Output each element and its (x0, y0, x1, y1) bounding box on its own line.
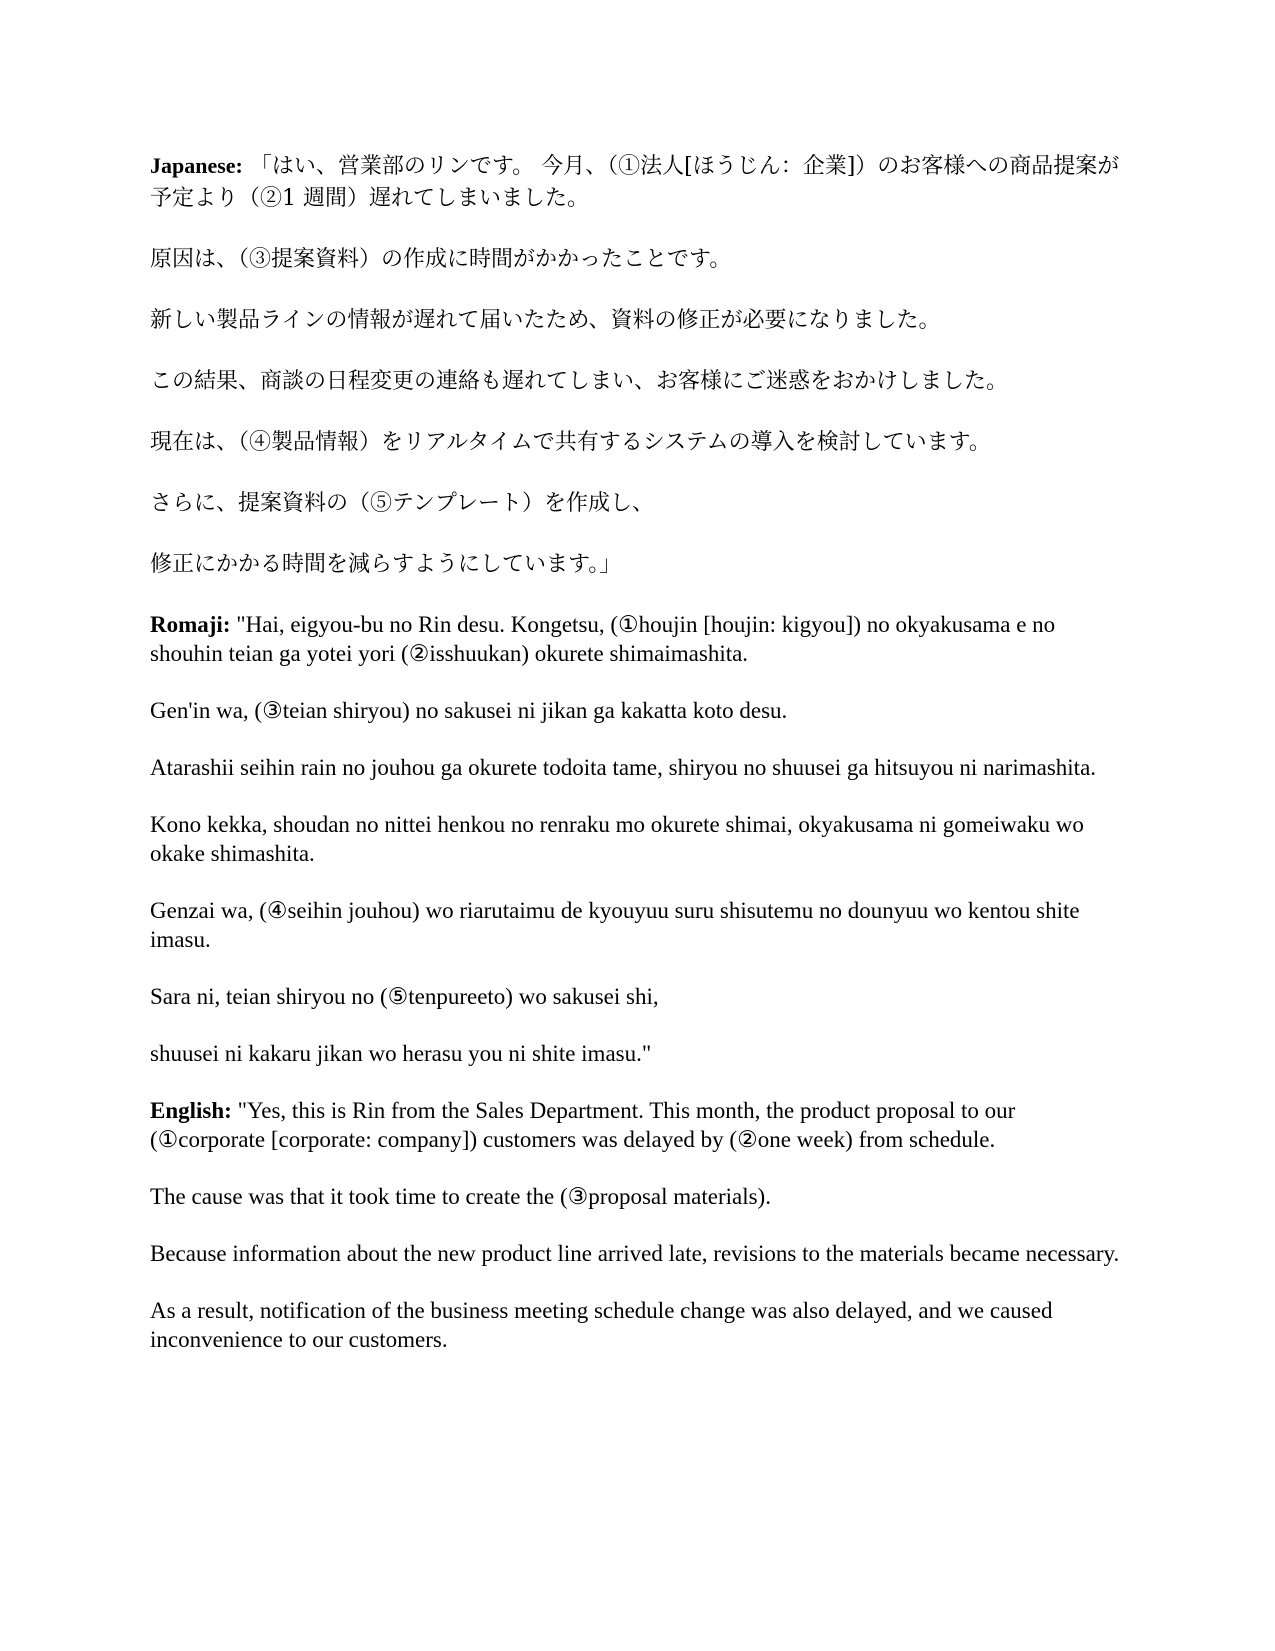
romaji-paragraph-1 (150, 610, 1120, 668)
romaji-text-1: "Hai, eigyou-bu no Rin desu. Kongetsu, (①houjin [houjin: kigyou]) no okyakusama e no shouhin teian ga yotei yori (②isshuukan) okurete shimaimashita. (150, 612, 1056, 666)
romaji-paragraph-2: Gen'in wa, (③teian shiryou) no sakusei ni jikan ga kakatta koto desu. (150, 698, 788, 723)
english-section (150, 1096, 1120, 1354)
english-text-1: "Yes, this is Rin from the Sales Department. This month, the product proposal to our (①corporate [corporate: company]) customers was delayed by (②one week) from schedule. (150, 1098, 1016, 1152)
romaji-paragraph-3: Atarashii seihin rain no jouhou ga okurete todoita tame, shiryou no shuusei ga hitsuyou ni narimashita. (150, 755, 1097, 780)
japanese-paragraph-3: 新しい製品ラインの情報が遅れて届いたため、資料の修正が必要になりました。 (150, 308, 941, 333)
english-paragraph-3: Because information about the new product line arrived late, revisions to the materials became necessary. (150, 1241, 1120, 1266)
romaji-section (150, 610, 1120, 1068)
romaji-label: Romaji: (150, 612, 231, 637)
japanese-paragraph-1 (150, 150, 1120, 215)
romaji-paragraph-6: Sara ni, teian shiryou no (⑤tenpureeto) wo sakusei shi, (150, 984, 659, 1009)
romaji-paragraph-7: shuusei ni kakaru jikan wo herasu you ni shite imasu." (150, 1041, 652, 1066)
romaji-paragraph-4: Kono kekka, shoudan no nittei henkou no renraku mo okurete shimai, okyakusama ni gomeiwaku wo okake shimashita. (150, 812, 1084, 866)
english-paragraph-2: The cause was that it took time to create the (③proposal materials). (150, 1184, 771, 1209)
japanese-paragraph-4: この結果、商談の日程変更の連絡も遅れてしまい、お客様にご迷惑をおかけしました。 (150, 369, 1009, 394)
document-page (150, 150, 1120, 1382)
english-paragraph-4: As a result, notification of the business meeting schedule change was also delayed, and we caused inconvenience to our customers. (150, 1298, 1053, 1352)
english-label: English: (150, 1098, 232, 1123)
japanese-label: Japanese: (150, 153, 243, 178)
japanese-paragraph-6: さらに、提案資料の（⑤テンプレート）を作成し、 (150, 491, 655, 516)
japanese-paragraph-5: 現在は、（④製品情報）をリアルタイムで共有するシステムの導入を検討しています。 (150, 430, 991, 455)
japanese-paragraph-7: 修正にかかる時間を減らすようにしています。」 (150, 552, 622, 577)
romaji-paragraph-5: Genzai wa, (④seihin jouhou) wo riarutaimu de kyouyuu suru shisutemu no dounyuu wo kentou shite imasu. (150, 898, 1080, 952)
japanese-section (150, 150, 1120, 581)
english-paragraph-1 (150, 1096, 1120, 1154)
japanese-text-1: 「はい、営業部のリンです。 今月、（①法人[ほうじん：企業]）のお客様への商品提案が予定より（②1 週間）遅れてしまいました。 (150, 154, 1120, 211)
japanese-paragraph-2: 原因は、（③提案資料）の作成に時間がかかったことです。 (150, 247, 732, 272)
